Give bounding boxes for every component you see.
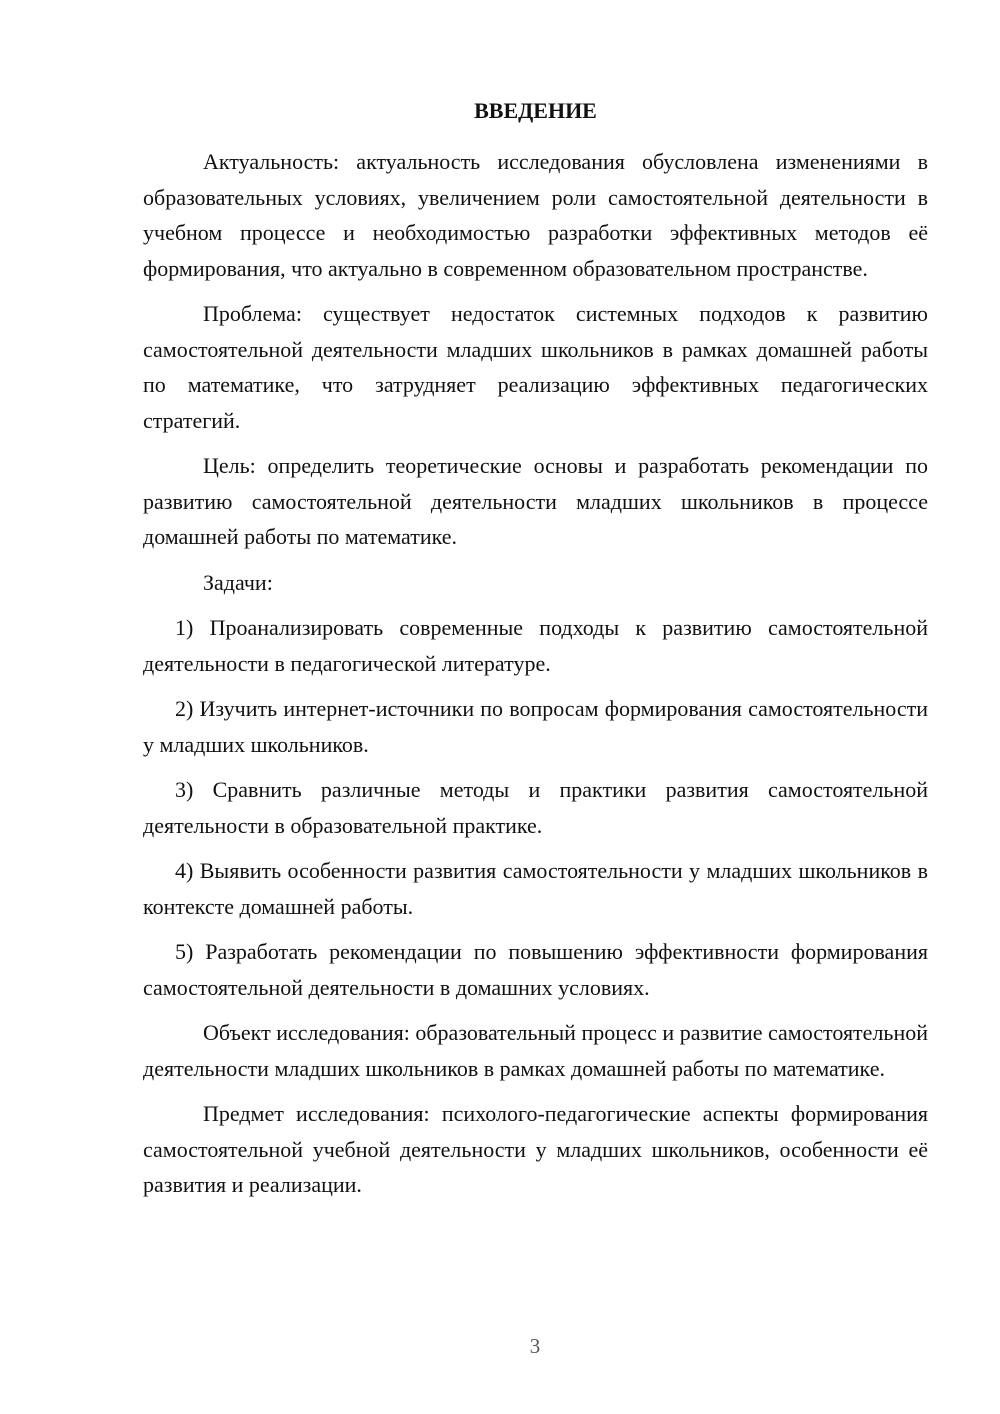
subject-paragraph: Предмет исследования: психолого-педагогические аспекты формирования самостоятельной учебной деятельности у младших школьников, особенности её развития и реализации. xyxy=(143,1101,928,1197)
goal-paragraph: Цель: определить теоретические основы и разработать рекомендации по развитию самостоятельной деятельности младших школьников в процессе домашней работы по математике. xyxy=(143,453,928,549)
object-paragraph: Объект исследования: образовательный процесс и развитие самостоятельной деятельности младших школьников в рамках домашней работы по математике. xyxy=(143,1020,928,1081)
task-item-4: 4) Выявить особенности развития самостоятельности у младших школьников в контексте домашней работы. xyxy=(143,858,928,919)
relevance-paragraph: Актуальность: актуальность исследования обусловлена изменениями в образовательных условиях, увеличением роли самостоятельной деятельности в учебном процессе и необходимостью разработки эффективных методов её формирования, что актуально в современном образовательном пространстве. xyxy=(143,149,928,281)
page-number: 3 xyxy=(529,1334,541,1358)
task-item-1: 1) Проанализировать современные подходы к развитию самостоятельной деятельности в педагогической литературе. xyxy=(143,615,928,676)
task-item-3: 3) Сравнить различные методы и практики развития самостоятельной деятельности в образовательной практике. xyxy=(143,777,928,838)
task-item-5: 5) Разработать рекомендации по повышению эффективности формирования самостоятельной деятельности в домашних условиях. xyxy=(143,939,928,1000)
problem-paragraph: Проблема: существует недостаток системных подходов к развитию самостоятельной деятельности младших школьников в рамках домашней работы по математике, что затрудняет реализацию эффективных педагогических стратегий. xyxy=(143,301,928,433)
tasks-label: Задачи: xyxy=(203,569,273,595)
task-item-2: 2) Изучить интернет-источники по вопросам формирования самостоятельности у младших школьников. xyxy=(143,696,928,757)
page-content xyxy=(143,96,928,1213)
section-title: ВВЕДЕНИЕ xyxy=(474,98,597,123)
